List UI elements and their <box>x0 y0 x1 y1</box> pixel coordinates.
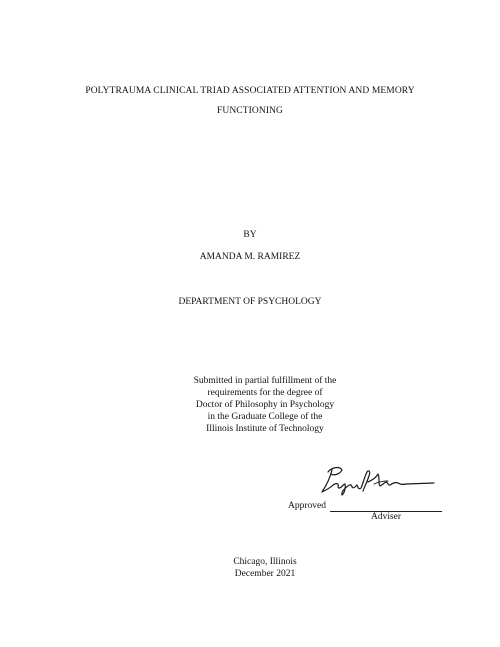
submission-line-2: requirements for the degree of <box>207 388 323 398</box>
location: Chicago, Illinois <box>233 557 297 567</box>
byline: BY <box>243 230 257 240</box>
adviser-label: Adviser <box>370 512 402 522</box>
title-line-2: FUNCTIONING <box>216 106 283 116</box>
approved-label: Approved <box>288 501 326 511</box>
submission-line-4: in the Graduate College of the <box>207 412 323 422</box>
footer <box>0 556 500 580</box>
title-line-1: POLYTRAUMA CLINICAL TRIAD ASSOCIATED ATTENTION AND MEMORY <box>85 86 415 96</box>
submission-statement <box>150 375 380 435</box>
submission-line-1: Submitted in partial fulfillment of the <box>193 376 337 386</box>
adviser-signature <box>318 464 438 496</box>
date: December 2021 <box>234 569 296 579</box>
submission-line-5: Illinois Institute of Technology <box>206 424 324 434</box>
department: DEPARTMENT OF PSYCHOLOGY <box>178 297 322 307</box>
submission-line-3: Doctor of Philosophy in Psychology <box>195 400 335 410</box>
author-name: AMANDA M. RAMIREZ <box>199 252 301 262</box>
